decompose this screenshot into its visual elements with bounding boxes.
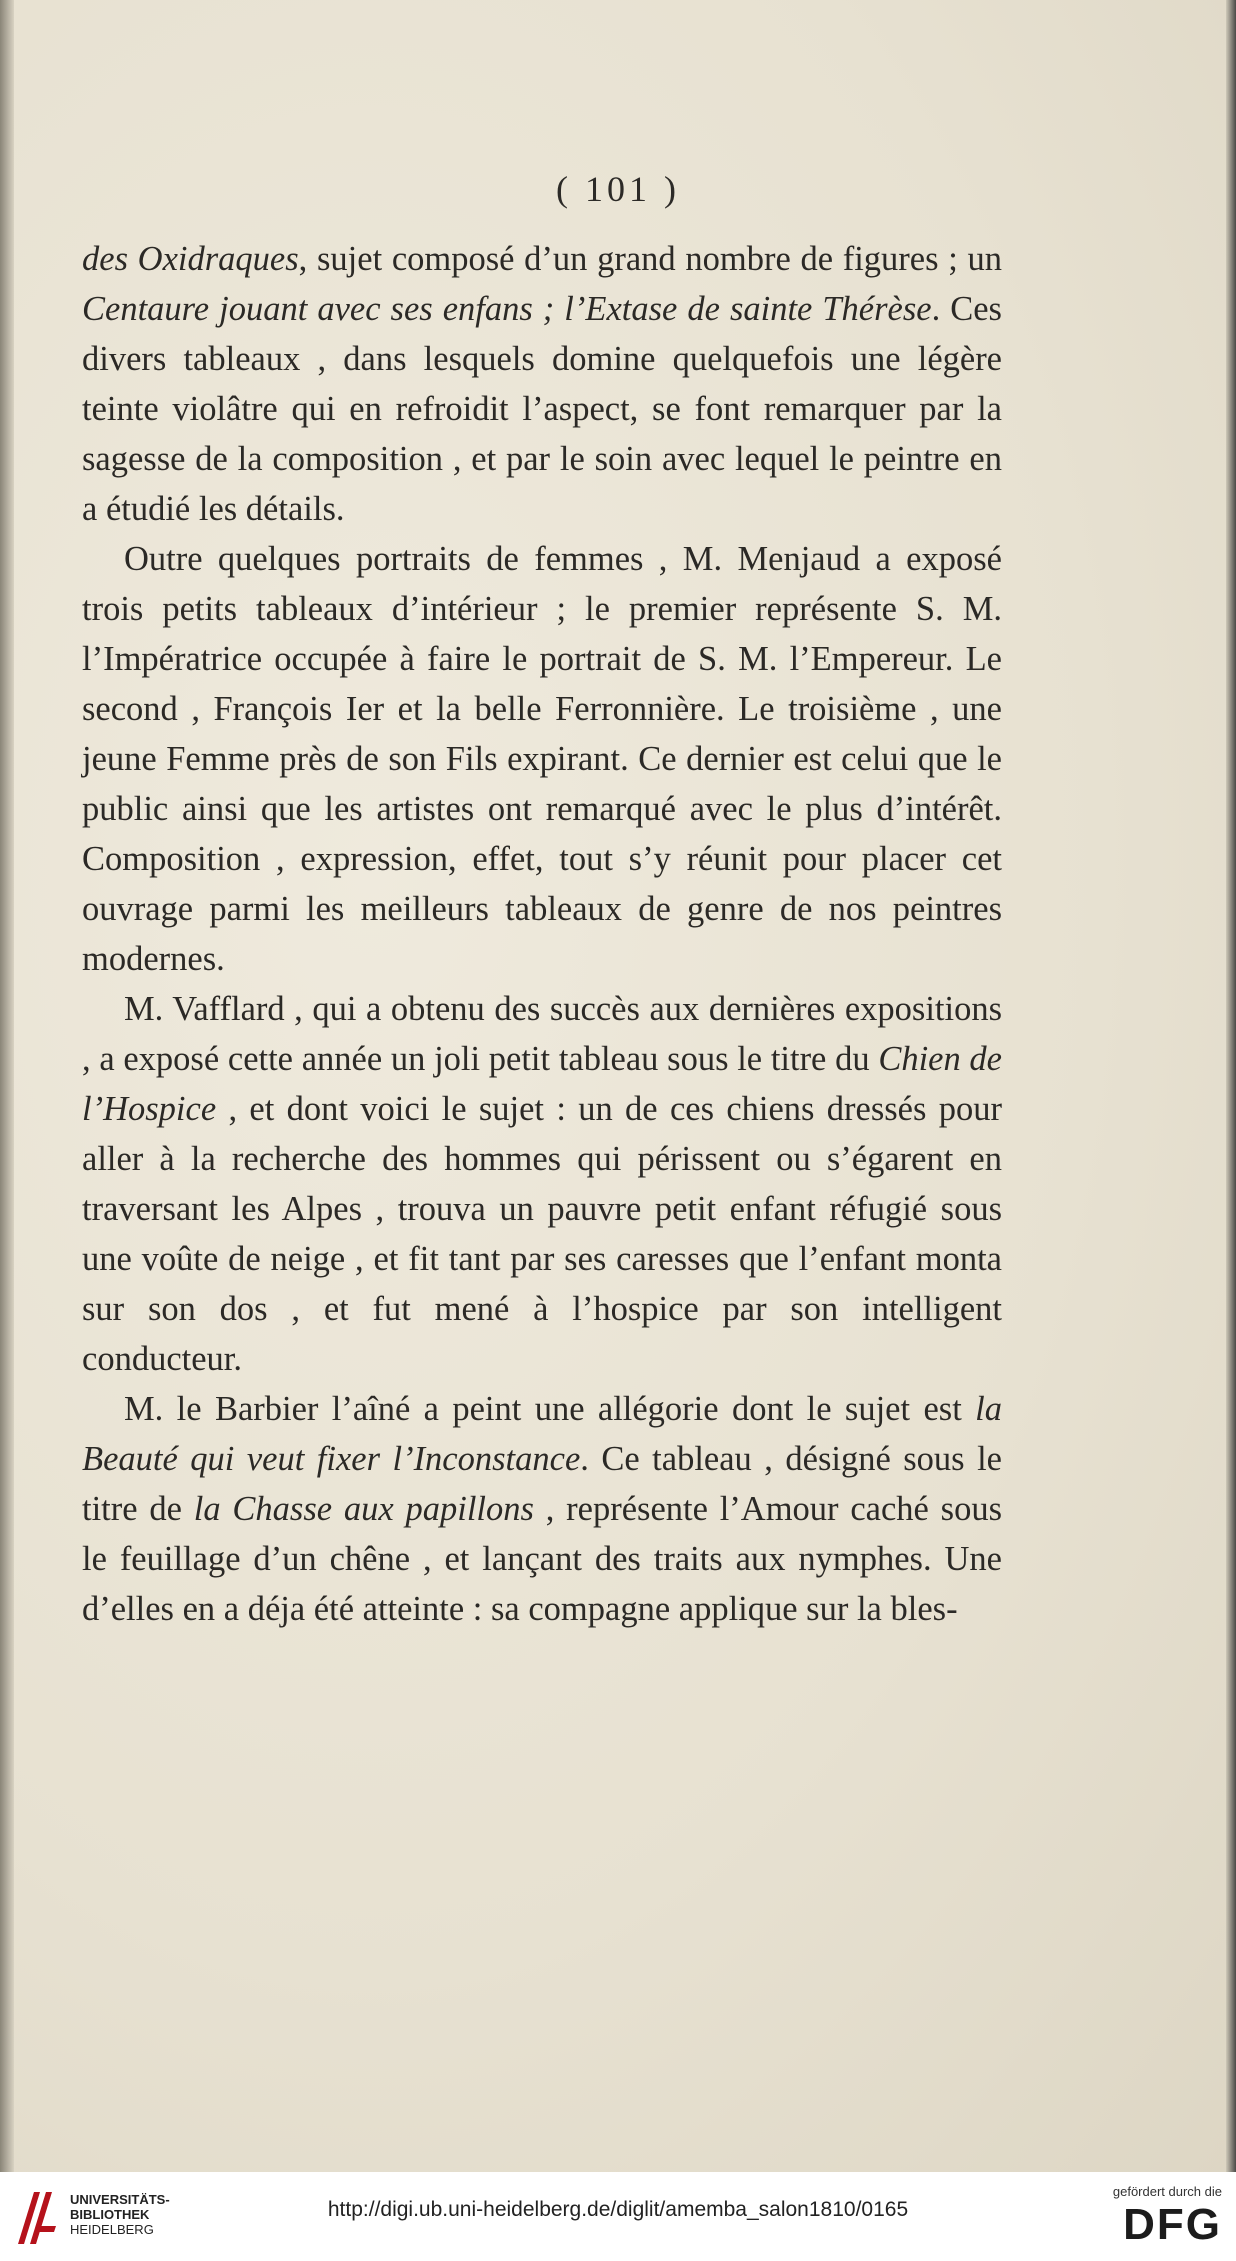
library-name-line3: HEIDELBERG	[70, 2222, 154, 2237]
paragraph	[82, 534, 1002, 984]
page-left-edge	[0, 0, 14, 2172]
text-run: Outre quelques portraits de femmes , M. Menjaud a exposé trois petits tableaux d’intérieur ; le premier représente S. M. l’Impératrice occupée à faire le portrait de S. M. l’Empereur. Le second , François Ier et la belle Ferronnière. Le troisième , une jeune Femme près de son Fils expirant. Ce dernier est celui que le public ainsi que les artistes ont remarqué avec le plus d’intérêt. Composition , expression, effet, tout s’y réunit pour placer cet ouvrage parmi les meilleurs tableaux de genre de nos peintres modernes.	[82, 540, 1002, 978]
italic-title: des Oxidraques	[82, 240, 299, 278]
text-run: . Ces divers tableaux , dans lesquels domine quelquefois une légère teinte violâtre qui en refroidit l’aspect, se font remarquer par la sagesse de la composition , et par le soin avec lequel le peintre en a étudié les détails.	[82, 290, 1002, 528]
text-run: . Ce tableau , désigné sous le titre de	[82, 1440, 1002, 1528]
text-run: , et dont voici le sujet : un de ces chiens dressés pour aller à la recherche des hommes qui périssent ou s’égarent en traversant les Alpes , trouva un pauvre petit enfant réfugié sous une voûte de neige , et fit tant par ses caresses que l’enfant monta sur son dos , et fut mené à l’hospice par son intelligent conducteur.	[82, 1090, 1002, 1378]
library-name	[70, 2192, 170, 2237]
text-run: , représente l’Amour caché sous le feuillage d’un chêne , et lançant des traits aux nymphes. Une d’elles en a déja été atteinte : sa compagne applique sur la bles-	[82, 1490, 1003, 1628]
library-name-line2: BIBLIOTHEK	[70, 2207, 150, 2222]
dfg-logo: DFG	[1123, 2200, 1222, 2249]
library-name-line1: UNIVERSITÄTS-	[70, 2192, 170, 2207]
italic-title: la Beauté qui veut fixer l’Inconstance	[82, 1390, 1002, 1478]
university-library-logo-icon	[14, 2186, 60, 2248]
paragraph	[82, 984, 1002, 1384]
page-right-edge	[1226, 0, 1236, 2172]
body-text	[82, 234, 1002, 1634]
italic-title: Centaure jouant avec ses enfans ; l’Extase de sainte Thérèse	[82, 290, 932, 328]
paragraph	[82, 234, 1002, 534]
funded-by-label: gefördert durch die	[1112, 2184, 1222, 2199]
italic-title: Chien de l’Hospice	[82, 1040, 1002, 1128]
paragraph	[82, 1384, 1002, 1634]
text-run: M. Vafflard , qui a obtenu des succès aux dernières expositions , a exposé cette année un joli petit tableau sous le titre du	[82, 990, 1002, 1078]
text-run: , sujet composé d’un grand nombre de figures ; un	[298, 240, 1002, 278]
italic-title: la Chasse aux papillons	[193, 1490, 534, 1528]
text-run: M. le Barbier l’aîné a peint une allégorie dont le sujet est	[124, 1390, 976, 1428]
permalink-url[interactable]: http://digi.ub.uni-heidelberg.de/diglit/amemba_salon1810/0165	[327, 2198, 909, 2221]
page-number: ( 101 )	[556, 169, 680, 209]
